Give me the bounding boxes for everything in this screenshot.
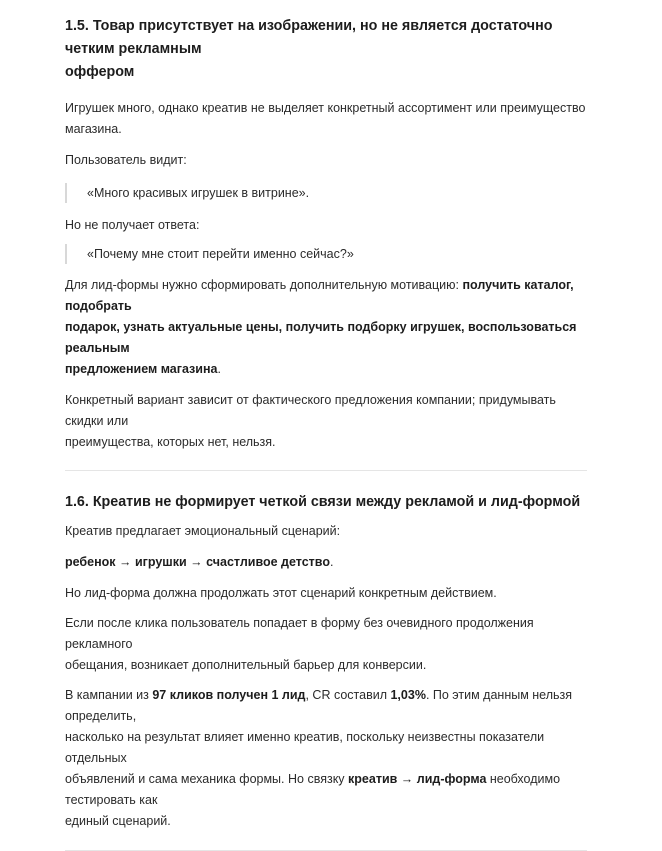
section-heading-1-6: 1.6. Креатив не формирует четкой связи между рекламой и лид-формой xyxy=(65,494,581,510)
text-run: объявлений и сама механика формы. Но связку xyxy=(65,772,349,786)
bold-text: предложением магазина xyxy=(65,362,218,376)
text-run: . xyxy=(217,362,221,376)
text-line: обещания, возникает дополнительный барьер для конверсии. xyxy=(65,658,427,672)
bold-text: ребенок → игрушки → счастливое детство xyxy=(65,555,330,569)
paragraph: Пользователь видит: xyxy=(65,153,187,167)
bold-text: 97 кликов получен 1 лид xyxy=(152,688,306,702)
heading-line: 1.5. Товар присутствует на изображении, но не является достаточно четким рекламным xyxy=(65,18,553,57)
bold-text: подарок, узнать актуальные цены, получить подборку игрушек, воспользоваться реальным xyxy=(65,320,577,355)
paragraph: Игрушек много, однако креатив не выделяет конкретный ассортимент или преимущество магазина. xyxy=(65,101,586,136)
paragraph xyxy=(65,275,590,380)
paragraph xyxy=(65,552,590,573)
text-line: насколько на результат влияет именно креатив, поскольку неизвестны показатели отдельных xyxy=(65,730,545,765)
text-run: , CR составил xyxy=(305,688,391,702)
text-line: Если после клика пользователь попадает в форму без очевидного продолжения рекламного xyxy=(65,616,534,651)
document-content xyxy=(65,0,590,851)
bold-text: креатив → лид-форма xyxy=(348,772,487,786)
paragraph: Креатив предлагает эмоциональный сценарий: xyxy=(65,524,341,538)
paragraph xyxy=(65,685,590,832)
paragraph xyxy=(65,613,590,676)
section-heading-1-5 xyxy=(65,15,590,84)
text-line: преимущества, которых нет, нельзя. xyxy=(65,435,276,449)
bold-text: 1,03% xyxy=(390,688,426,702)
heading-line: оффером xyxy=(65,64,135,80)
bold-text: получить каталог, подобрать xyxy=(65,278,574,313)
quote-text: «Почему мне стоит перейти именно сейчас?» xyxy=(87,247,354,261)
quote-text: «Много красивых игрушек в витрине». xyxy=(87,186,310,200)
paragraph: Но лид-форма должна продолжать этот сценарий конкретным действием. xyxy=(65,586,497,600)
paragraph: Но не получает ответа: xyxy=(65,218,200,232)
text-run: Для лид-формы нужно сформировать дополнительную мотивацию: xyxy=(65,278,463,292)
quote xyxy=(65,244,590,264)
text-run: . По этим данным нельзя определить, xyxy=(65,688,573,723)
text-line: единый сценарий. xyxy=(65,814,171,828)
text-run: В кампании из xyxy=(65,688,153,702)
text-run: необходимо тестировать как xyxy=(65,772,561,807)
text-line: Конкретный вариант зависит от фактического предложения компании; придумывать скидки или xyxy=(65,393,556,428)
paragraph xyxy=(65,390,590,453)
quote xyxy=(65,183,590,203)
text-run: . xyxy=(329,555,334,569)
